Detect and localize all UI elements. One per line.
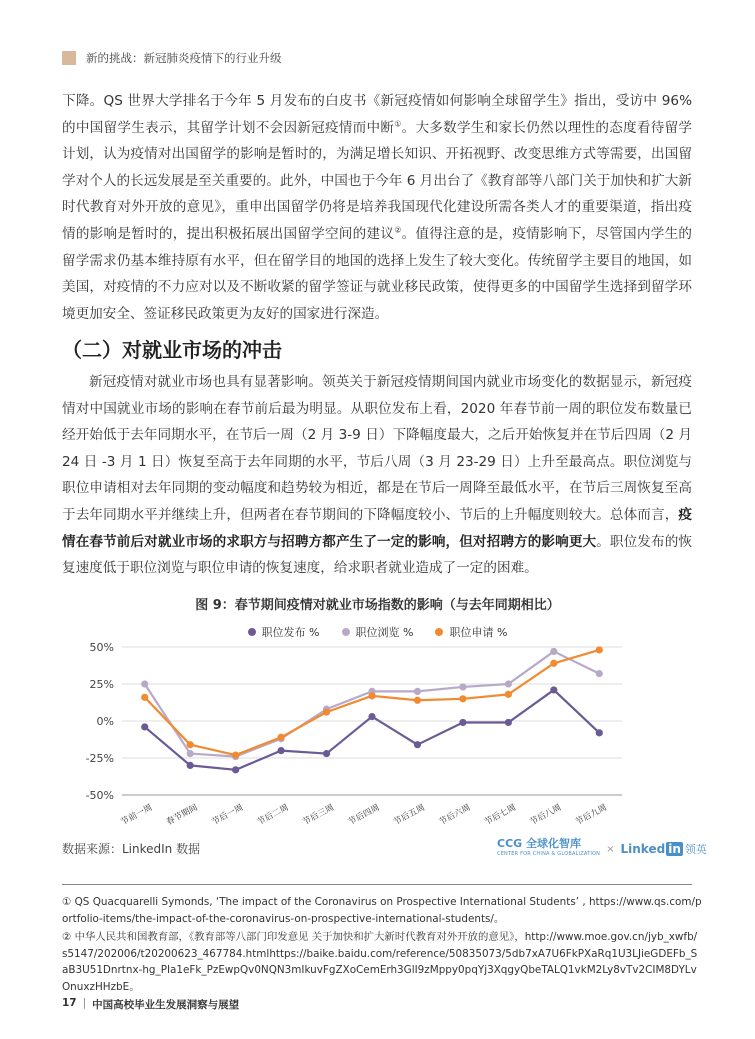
x-tick-label: 节后三周 [301,802,336,828]
footer-title: 中国高校毕业生发展洞察与展望 [92,999,240,1011]
series-line [145,650,600,755]
footnote-2: ② 中华人民共和国教育部，《教育部等八部门印发意见 关于加快和扩大新时代教育对外开放的意见》，http://www.moe.gov.cn/jyb_xwfb/s5147/202006/t20200623_467784.htmlhttps://baike.baidu.com/reference/50835073/5db7xA7U6FkPXaRq1U3LJieGDEFb_SaB3U51Dnrtnx-hg_PIa1eFk_PzEwpQv0NQN3mIkuvFgZXoCemErh3GlI9zMppy0pqYj3XqgyQbeTALQ1vkM2Ly8vTv2CIM8DYLvOnuxzHHzbE。 [62,931,698,993]
x-tick-label: 节后六周 [437,802,473,828]
series-line [145,651,600,756]
data-point [323,750,330,757]
data-point [550,648,557,655]
footer-divider: | [82,997,87,1009]
footnote-ref-2[interactable]: ② [394,225,402,235]
paragraph-1-part-3: 。值得注意的是，疫情影响下，尽管国内学生的留学需求仍基本维持原有水平，但在留学目的地国的选择上发生了较大变化。传统留学主要目的地国，如美国，对疫情的不力应对以及不断收紧的留学签证与就业移民政策，使得更多的中国留学生选择到留学环境更加安全、签证移民政策更为友好的国家进行深造。 [62,225,693,322]
y-tick-label: 0% [96,715,114,728]
data-point [550,660,557,667]
y-tick-label: 25% [89,678,114,691]
legend-label: 职位申请 % [449,626,508,639]
data-point [277,734,284,741]
data-point [596,646,603,653]
y-tick-label: -25% [85,752,114,765]
ccg-logo-main: CCG 全球化智库 [497,837,582,850]
data-point [232,751,239,758]
data-point [277,747,284,754]
paragraph-1-part-2: 。大多数学生和家长仍然以理性的态度看待留学计划，认为疫情对出国留学的影响是暂时的，为满足增长知识、开拓视野、改变思维方式等需要，出国留学对个人的长远发展是至关重要的。此外，中国也于今年 6 月出台了《教育部等八部门关于加快和扩大新时代教育对外开放的意见》，重申出国留学仍将是培养我国现代化建设所需各类人才的重要渠道，指出疫情的影响是暂时的，提出积极拓展出国留学空间的建议 [62,119,693,242]
data-point [187,741,194,748]
data-point [141,723,148,730]
y-tick-label: 50% [89,641,114,654]
x-tick-label: 节后八周 [528,802,564,828]
data-point [505,680,512,687]
data-point [596,729,603,736]
data-point [414,688,421,695]
x-tick-label: 节后四周 [346,802,382,828]
linkedin-logo-linked: Linked [620,842,666,856]
x-tick-label: 节后五周 [392,802,427,828]
data-point [141,694,148,701]
figure-source: 数据来源：LinkedIn 数据 [62,842,201,856]
header-title: 新的挑战：新冠肺炎疫情下的行业升级 [86,51,282,65]
legend-label: 职位发布 % [261,626,320,639]
paragraph-2-bold: 疫情在春节前后对就业市场的求职方与招聘方都产生了一定的影响，但对招聘方的影响更大 [62,506,692,550]
ccg-logo [497,838,600,860]
data-point [550,686,557,693]
x-tick-label: 春节期间 [164,802,200,828]
paragraph-2-text-1: 新冠疫情对就业市场也具有显著影响。领英关于新冠疫情期间国内就业市场变化的数据显示，新冠疫情对中国就业市场的影响在春节前后最为明显。从职位发布上看，2020 年春节前一周的职位发布数量已经开始低于去年同期水平，在节后一周（2 月 3-9 日）下降幅度最大，之后开始恢复并在节后四周（2 月 24 日 -3 月 1 日）恢复至高于去年同期的水平，节后八周（3 月 23-29 日）上升至最高点。职位浏览与职位申请相对去年同期的变动幅度和趋势较为相近，都是在节后一周降至最低水平，在节后三周恢复至高于去年同期水平并继续上升，但两者在春节期间的下降幅度较小、节后的上升幅度则较大。总体而言， [62,374,692,523]
linkedin-in-icon: in [668,842,681,856]
page-number: 17 [62,997,77,1009]
linkedin-logo-cn: 领英 [684,843,707,856]
section-heading: （二）对就业市场的冲击 [62,338,282,362]
figure-title: 图 9：春节期间疫情对就业市场指数的影响（与去年同期相比） [195,598,560,613]
data-point [459,695,466,702]
data-point [459,719,466,726]
paragraph-2-text-2: 。职位发布的恢复速度低于职位浏览与职位申请的恢复速度，给求职者就业造成了一定的困难。 [62,533,692,577]
data-point [505,691,512,698]
footnote-divider [62,884,692,885]
data-point [459,683,466,690]
data-point [368,692,375,699]
partner-logos [497,838,707,860]
data-point [187,762,194,769]
data-point [414,697,421,704]
data-point [323,709,330,716]
page-footer [62,997,239,1012]
x-tick-label: 节前一周 [119,802,155,828]
footnote-1: ① QS Quacquarelli Symonds, ‘The impact of the Coronavirus on Prospective International Students’ , https://www.qs.com/portfolio-items/the-impact-of-the-coronavirus-on-prospective-international-students/。 [62,896,702,925]
x-tick-label: 节后二周 [255,802,291,828]
data-point [505,719,512,726]
footnote-ref-1[interactable]: ① [394,119,402,129]
paragraph-1-part-1: 下降。QS 世界大学排名于今年 5 月发布的白皮书《新冠疫情如何影响全球留学生》指出，受访中 96% 的中国留学生表示，其留学计划不会因新冠疫情而中断 [62,93,692,136]
linkedin-logo [621,841,707,857]
x-tick-label: 节后九周 [573,802,609,828]
legend-label: 职位浏览 % [355,626,414,639]
ccg-logo-sub: CENTER FOR CHINA & GLOBALIZATION [497,851,601,857]
x-tick-label: 节后一周 [210,802,246,828]
y-tick-label: -50% [85,789,114,802]
data-point [141,680,148,687]
logo-separator: × [606,843,615,855]
data-point [596,670,603,677]
data-point [187,750,194,757]
data-point [232,766,239,773]
x-tick-label: 节后七周 [483,802,518,828]
data-point [414,741,421,748]
data-point [368,713,375,720]
